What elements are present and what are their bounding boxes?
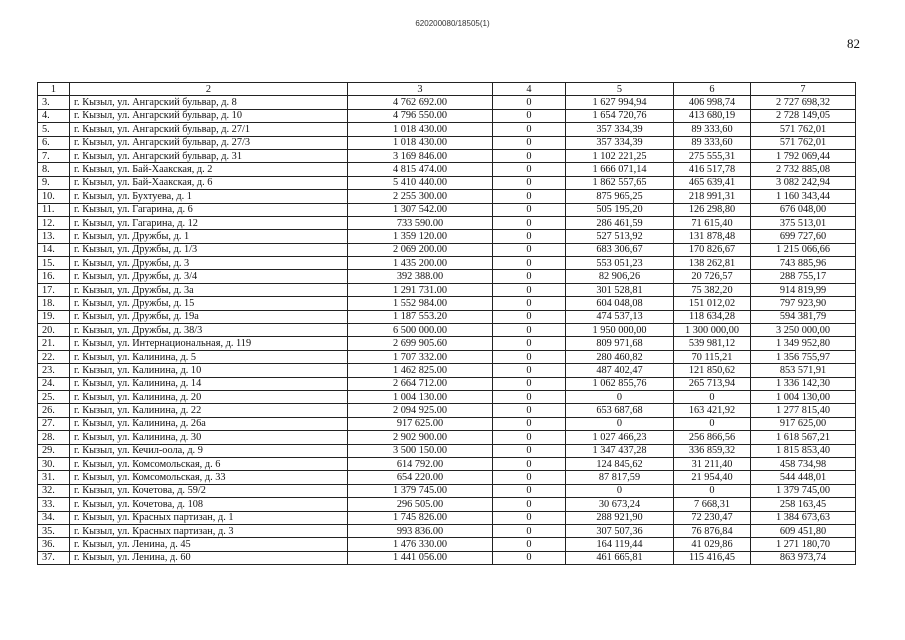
total-cell: 1 552 984.00 — [348, 297, 493, 310]
row-number: 21. — [38, 337, 70, 350]
address-cell: г. Кызыл, ул. Калинина, д. 30 — [70, 431, 348, 444]
col5-cell: 280 460,82 — [566, 350, 674, 363]
col6-cell: 265 713,94 — [674, 377, 751, 390]
zero-cell: 0 — [493, 350, 566, 363]
total-cell: 1 462 825.00 — [348, 364, 493, 377]
col7-cell: 853 571,91 — [751, 364, 856, 377]
col7-cell: 1 277 815,40 — [751, 404, 856, 417]
col6-cell: 151 012,02 — [674, 297, 751, 310]
zero-cell: 0 — [493, 444, 566, 457]
table-row — [38, 109, 856, 122]
row-number: 30. — [38, 457, 70, 470]
zero-cell: 0 — [493, 190, 566, 203]
col5-cell: 1 666 071,14 — [566, 163, 674, 176]
col7-cell: 3 082 242,94 — [751, 176, 856, 189]
address-cell: г. Кызыл, ул. Дружбы, д. 3/4 — [70, 270, 348, 283]
col6-cell: 336 859,32 — [674, 444, 751, 457]
total-cell: 733 590.00 — [348, 216, 493, 229]
col6-cell: 72 230,47 — [674, 511, 751, 524]
zero-cell: 0 — [493, 257, 566, 270]
col6-cell: 126 298,80 — [674, 203, 751, 216]
col5-cell: 1 654 720,76 — [566, 109, 674, 122]
col5-cell: 1 062 855,76 — [566, 377, 674, 390]
address-cell: г. Кызыл, ул. Комсомольская, д. 6 — [70, 457, 348, 470]
col6-cell: 465 639,41 — [674, 176, 751, 189]
zero-cell: 0 — [493, 337, 566, 350]
address-cell: г. Кызыл, ул. Дружбы, д. 3а — [70, 283, 348, 296]
row-number: 3. — [38, 96, 70, 109]
zero-cell: 0 — [493, 270, 566, 283]
total-cell: 2 699 905.60 — [348, 337, 493, 350]
col6-cell: 406 998,74 — [674, 96, 751, 109]
col5-cell: 604 048,08 — [566, 297, 674, 310]
total-cell: 2 094 925.00 — [348, 404, 493, 417]
col5-cell: 474 537,13 — [566, 310, 674, 323]
address-cell: г. Кызыл, ул. Красных партизан, д. 1 — [70, 511, 348, 524]
address-cell: г. Кызыл, ул. Кочетова, д. 108 — [70, 498, 348, 511]
table-row — [38, 324, 856, 337]
total-cell: 1 476 330.00 — [348, 538, 493, 551]
table-body — [38, 96, 856, 565]
row-number: 14. — [38, 243, 70, 256]
zero-cell: 0 — [493, 216, 566, 229]
col6-cell: 218 991,31 — [674, 190, 751, 203]
address-cell: г. Кызыл, ул. Бай-Хаакская, д. 2 — [70, 163, 348, 176]
address-cell: г. Кызыл, ул. Ангарский бульвар, д. 27/3 — [70, 136, 348, 149]
table-row — [38, 283, 856, 296]
column-header-3: 3 — [348, 83, 493, 96]
col6-cell: 0 — [674, 390, 751, 403]
col7-cell: 2 732 885,08 — [751, 163, 856, 176]
col7-cell: 1 271 180,70 — [751, 538, 856, 551]
col7-cell: 1 349 952,80 — [751, 337, 856, 350]
col7-cell: 863 973,74 — [751, 551, 856, 564]
row-number: 33. — [38, 498, 70, 511]
col5-cell: 307 507,36 — [566, 524, 674, 537]
total-cell: 6 500 000.00 — [348, 324, 493, 337]
total-cell: 5 410 440.00 — [348, 176, 493, 189]
total-cell: 614 792.00 — [348, 457, 493, 470]
total-cell: 1 018 430.00 — [348, 136, 493, 149]
zero-cell: 0 — [493, 203, 566, 216]
col6-cell: 41 029,86 — [674, 538, 751, 551]
zero-cell: 0 — [493, 310, 566, 323]
row-number: 24. — [38, 377, 70, 390]
col5-cell: 357 334,39 — [566, 136, 674, 149]
col7-cell: 594 381,79 — [751, 310, 856, 323]
address-cell: г. Кызыл, ул. Ленина, д. 60 — [70, 551, 348, 564]
zero-cell: 0 — [493, 524, 566, 537]
col6-cell: 31 211,40 — [674, 457, 751, 470]
address-cell: г. Кызыл, ул. Ангарский бульвар, д. 10 — [70, 109, 348, 122]
col6-cell: 89 333,60 — [674, 136, 751, 149]
col7-cell: 1 384 673,63 — [751, 511, 856, 524]
column-header-6: 6 — [674, 83, 751, 96]
col7-cell: 375 513,01 — [751, 216, 856, 229]
col7-cell: 458 734,98 — [751, 457, 856, 470]
total-cell: 1 307 542.00 — [348, 203, 493, 216]
col7-cell: 609 451,80 — [751, 524, 856, 537]
col7-cell: 2 728 149,05 — [751, 109, 856, 122]
col7-cell: 797 923,90 — [751, 297, 856, 310]
col5-cell: 487 402,47 — [566, 364, 674, 377]
row-number: 37. — [38, 551, 70, 564]
row-number: 17. — [38, 283, 70, 296]
col5-cell: 357 334,39 — [566, 123, 674, 136]
address-cell: г. Кызыл, ул. Кечил-оола, д. 9 — [70, 444, 348, 457]
row-number: 22. — [38, 350, 70, 363]
zero-cell: 0 — [493, 243, 566, 256]
address-cell: г. Кызыл, ул. Интернациональная, д. 119 — [70, 337, 348, 350]
zero-cell: 0 — [493, 551, 566, 564]
table-row — [38, 511, 856, 524]
col6-cell: 138 262,81 — [674, 257, 751, 270]
col5-cell: 1 862 557,65 — [566, 176, 674, 189]
total-cell: 4 762 692.00 — [348, 96, 493, 109]
zero-cell: 0 — [493, 404, 566, 417]
row-number: 7. — [38, 149, 70, 162]
table-row — [38, 243, 856, 256]
col6-cell: 71 615,40 — [674, 216, 751, 229]
address-cell: г. Кызыл, ул. Калинина, д. 5 — [70, 350, 348, 363]
zero-cell: 0 — [493, 96, 566, 109]
col6-cell: 256 866,56 — [674, 431, 751, 444]
col6-cell: 163 421,92 — [674, 404, 751, 417]
table-row — [38, 257, 856, 270]
address-cell: г. Кызыл, ул. Комсомольская, д. 33 — [70, 471, 348, 484]
total-cell: 2 255 300.00 — [348, 190, 493, 203]
table-row — [38, 471, 856, 484]
col5-cell: 653 687,68 — [566, 404, 674, 417]
col6-cell: 76 876,84 — [674, 524, 751, 537]
address-cell: г. Кызыл, ул. Дружбы, д. 19а — [70, 310, 348, 323]
col5-cell: 288 921,90 — [566, 511, 674, 524]
total-cell: 1 187 553.20 — [348, 310, 493, 323]
row-number: 34. — [38, 511, 70, 524]
column-header-5: 5 — [566, 83, 674, 96]
zero-cell: 0 — [493, 297, 566, 310]
col6-cell: 70 115,21 — [674, 350, 751, 363]
col5-cell: 553 051,23 — [566, 257, 674, 270]
col7-cell: 917 625,00 — [751, 417, 856, 430]
col6-cell: 413 680,19 — [674, 109, 751, 122]
row-number: 31. — [38, 471, 70, 484]
table-row — [38, 96, 856, 109]
row-number: 10. — [38, 190, 70, 203]
col6-cell: 416 517,78 — [674, 163, 751, 176]
col5-cell: 0 — [566, 417, 674, 430]
table-row — [38, 149, 856, 162]
col6-cell: 20 726,57 — [674, 270, 751, 283]
total-cell: 4 815 474.00 — [348, 163, 493, 176]
col6-cell: 170 826,67 — [674, 243, 751, 256]
col6-cell: 75 382,20 — [674, 283, 751, 296]
column-header-1: 1 — [38, 83, 70, 96]
zero-cell: 0 — [493, 230, 566, 243]
total-cell: 1 004 130.00 — [348, 390, 493, 403]
total-cell: 1 707 332.00 — [348, 350, 493, 363]
col5-cell: 875 965,25 — [566, 190, 674, 203]
col5-cell: 683 306,67 — [566, 243, 674, 256]
col5-cell: 461 665,81 — [566, 551, 674, 564]
row-number: 13. — [38, 230, 70, 243]
row-number: 35. — [38, 524, 70, 537]
col7-cell: 699 727,60 — [751, 230, 856, 243]
row-number: 29. — [38, 444, 70, 457]
col6-cell: 118 634,28 — [674, 310, 751, 323]
address-cell: г. Кызыл, ул. Дружбы, д. 38/3 — [70, 324, 348, 337]
row-number: 9. — [38, 176, 70, 189]
col7-cell: 1 004 130,00 — [751, 390, 856, 403]
address-cell: г. Кызыл, ул. Бай-Хаакская, д. 6 — [70, 176, 348, 189]
row-number: 25. — [38, 390, 70, 403]
table-row — [38, 190, 856, 203]
table-row — [38, 390, 856, 403]
zero-cell: 0 — [493, 176, 566, 189]
table-row — [38, 216, 856, 229]
table-row — [38, 457, 856, 470]
page-number: 82 — [847, 36, 860, 51]
zero-cell: 0 — [493, 431, 566, 444]
table-row — [38, 176, 856, 189]
address-cell: г. Кызыл, ул. Дружбы, д. 15 — [70, 297, 348, 310]
row-number: 15. — [38, 257, 70, 270]
zero-cell: 0 — [493, 498, 566, 511]
table-row — [38, 230, 856, 243]
total-cell: 3 500 150.00 — [348, 444, 493, 457]
col5-cell: 1 950 000,00 — [566, 324, 674, 337]
col7-cell: 571 762,01 — [751, 123, 856, 136]
table-header-row — [38, 83, 856, 96]
total-cell: 296 505.00 — [348, 498, 493, 511]
col7-cell: 743 885,96 — [751, 257, 856, 270]
total-cell: 3 169 846.00 — [348, 149, 493, 162]
col6-cell: 115 416,45 — [674, 551, 751, 564]
table-row — [38, 538, 856, 551]
row-number: 20. — [38, 324, 70, 337]
col6-cell: 7 668,31 — [674, 498, 751, 511]
zero-cell: 0 — [493, 324, 566, 337]
col5-cell: 1 102 221,25 — [566, 149, 674, 162]
col7-cell: 1 379 745,00 — [751, 484, 856, 497]
col6-cell: 21 954,40 — [674, 471, 751, 484]
total-cell: 1 745 826.00 — [348, 511, 493, 524]
table-row — [38, 123, 856, 136]
total-cell: 392 388.00 — [348, 270, 493, 283]
table-row — [38, 364, 856, 377]
col5-cell: 1 347 437,28 — [566, 444, 674, 457]
col6-cell: 0 — [674, 417, 751, 430]
row-number: 26. — [38, 404, 70, 417]
row-number: 28. — [38, 431, 70, 444]
address-cell: г. Кызыл, ул. Ангарский бульвар, д. 31 — [70, 149, 348, 162]
row-number: 18. — [38, 297, 70, 310]
col7-cell: 571 762,01 — [751, 136, 856, 149]
address-cell: г. Кызыл, ул. Калинина, д. 10 — [70, 364, 348, 377]
zero-cell: 0 — [493, 163, 566, 176]
col7-cell: 1 215 066,66 — [751, 243, 856, 256]
total-cell: 2 664 712.00 — [348, 377, 493, 390]
col6-cell: 131 878,48 — [674, 230, 751, 243]
row-number: 16. — [38, 270, 70, 283]
col5-cell: 30 673,24 — [566, 498, 674, 511]
table-row — [38, 417, 856, 430]
address-cell: г. Кызыл, ул. Дружбы, д. 1/3 — [70, 243, 348, 256]
col5-cell: 164 119,44 — [566, 538, 674, 551]
total-cell: 1 435 200.00 — [348, 257, 493, 270]
zero-cell: 0 — [493, 109, 566, 122]
col7-cell: 1 356 755,97 — [751, 350, 856, 363]
table-row — [38, 136, 856, 149]
col5-cell: 809 971,68 — [566, 337, 674, 350]
col6-cell: 89 333,60 — [674, 123, 751, 136]
total-cell: 1 441 056.00 — [348, 551, 493, 564]
row-number: 27. — [38, 417, 70, 430]
column-header-7: 7 — [751, 83, 856, 96]
col5-cell: 0 — [566, 390, 674, 403]
col5-cell: 527 513,92 — [566, 230, 674, 243]
row-number: 6. — [38, 136, 70, 149]
row-number: 12. — [38, 216, 70, 229]
zero-cell: 0 — [493, 123, 566, 136]
table-row — [38, 524, 856, 537]
table-row — [38, 484, 856, 497]
table-row — [38, 270, 856, 283]
column-header-2: 2 — [70, 83, 348, 96]
col5-cell: 1 027 466,23 — [566, 431, 674, 444]
table-row — [38, 163, 856, 176]
zero-cell: 0 — [493, 283, 566, 296]
total-cell: 1 359 120.00 — [348, 230, 493, 243]
address-cell: г. Кызыл, ул. Калинина, д. 14 — [70, 377, 348, 390]
address-cell: г. Кызыл, ул. Калинина, д. 22 — [70, 404, 348, 417]
total-cell: 993 836.00 — [348, 524, 493, 537]
col5-cell: 82 906,26 — [566, 270, 674, 283]
total-cell: 2 069 200.00 — [348, 243, 493, 256]
address-cell: г. Кызыл, ул. Кочетова, д. 59/2 — [70, 484, 348, 497]
table-row — [38, 431, 856, 444]
total-cell: 654 220.00 — [348, 471, 493, 484]
col7-cell: 288 755,17 — [751, 270, 856, 283]
table-row — [38, 350, 856, 363]
col7-cell: 1 792 069,44 — [751, 149, 856, 162]
zero-cell: 0 — [493, 538, 566, 551]
zero-cell: 0 — [493, 457, 566, 470]
col6-cell: 0 — [674, 484, 751, 497]
col6-cell: 121 850,62 — [674, 364, 751, 377]
col7-cell: 1 618 567,21 — [751, 431, 856, 444]
zero-cell: 0 — [493, 471, 566, 484]
col6-cell: 275 555,31 — [674, 149, 751, 162]
row-number: 23. — [38, 364, 70, 377]
address-cell: г. Кызыл, ул. Ангарский бульвар, д. 8 — [70, 96, 348, 109]
address-cell: г. Кызыл, ул. Красных партизан, д. 3 — [70, 524, 348, 537]
zero-cell: 0 — [493, 417, 566, 430]
col5-cell: 1 627 994,94 — [566, 96, 674, 109]
col5-cell: 505 195,20 — [566, 203, 674, 216]
zero-cell: 0 — [493, 511, 566, 524]
table-row — [38, 310, 856, 323]
col7-cell: 544 448,01 — [751, 471, 856, 484]
row-number: 5. — [38, 123, 70, 136]
zero-cell: 0 — [493, 364, 566, 377]
col5-cell: 0 — [566, 484, 674, 497]
zero-cell: 0 — [493, 390, 566, 403]
row-number: 19. — [38, 310, 70, 323]
total-cell: 1 018 430.00 — [348, 123, 493, 136]
table-row — [38, 498, 856, 511]
total-cell: 917 625.00 — [348, 417, 493, 430]
document-id: 620200080/18505(1) — [415, 19, 490, 28]
col5-cell: 301 528,81 — [566, 283, 674, 296]
col5-cell: 286 461,59 — [566, 216, 674, 229]
col7-cell: 1 815 853,40 — [751, 444, 856, 457]
row-number: 32. — [38, 484, 70, 497]
total-cell: 1 291 731.00 — [348, 283, 493, 296]
column-header-4: 4 — [493, 83, 566, 96]
address-cell: г. Кызыл, ул. Бухтуева, д. 1 — [70, 190, 348, 203]
row-number: 4. — [38, 109, 70, 122]
total-cell: 4 796 550.00 — [348, 109, 493, 122]
table-row — [38, 377, 856, 390]
address-cell: г. Кызыл, ул. Гагарина, д. 12 — [70, 216, 348, 229]
row-number: 36. — [38, 538, 70, 551]
row-number: 8. — [38, 163, 70, 176]
zero-cell: 0 — [493, 484, 566, 497]
address-cell: г. Кызыл, ул. Калинина, д. 20 — [70, 390, 348, 403]
address-cell: г. Кызыл, ул. Калинина, д. 26а — [70, 417, 348, 430]
zero-cell: 0 — [493, 136, 566, 149]
table-row — [38, 297, 856, 310]
col7-cell: 914 819,99 — [751, 283, 856, 296]
total-cell: 2 902 900.00 — [348, 431, 493, 444]
col7-cell: 3 250 000,00 — [751, 324, 856, 337]
col5-cell: 87 817,59 — [566, 471, 674, 484]
col7-cell: 258 163,45 — [751, 498, 856, 511]
col7-cell: 1 336 142,30 — [751, 377, 856, 390]
data-table — [37, 82, 856, 565]
table-row — [38, 551, 856, 564]
table-row — [38, 337, 856, 350]
col7-cell: 2 727 698,32 — [751, 96, 856, 109]
col7-cell: 676 048,00 — [751, 203, 856, 216]
address-cell: г. Кызыл, ул. Гагарина, д. 6 — [70, 203, 348, 216]
col7-cell: 1 160 343,44 — [751, 190, 856, 203]
total-cell: 1 379 745.00 — [348, 484, 493, 497]
address-cell: г. Кызыл, ул. Ленина, д. 45 — [70, 538, 348, 551]
col6-cell: 1 300 000,00 — [674, 324, 751, 337]
table-row — [38, 444, 856, 457]
table-row — [38, 404, 856, 417]
row-number: 11. — [38, 203, 70, 216]
address-cell: г. Кызыл, ул. Дружбы, д. 1 — [70, 230, 348, 243]
address-cell: г. Кызыл, ул. Ангарский бульвар, д. 27/1 — [70, 123, 348, 136]
zero-cell: 0 — [493, 377, 566, 390]
table-row — [38, 203, 856, 216]
zero-cell: 0 — [493, 149, 566, 162]
col5-cell: 124 845,62 — [566, 457, 674, 470]
address-cell: г. Кызыл, ул. Дружбы, д. 3 — [70, 257, 348, 270]
col6-cell: 539 981,12 — [674, 337, 751, 350]
